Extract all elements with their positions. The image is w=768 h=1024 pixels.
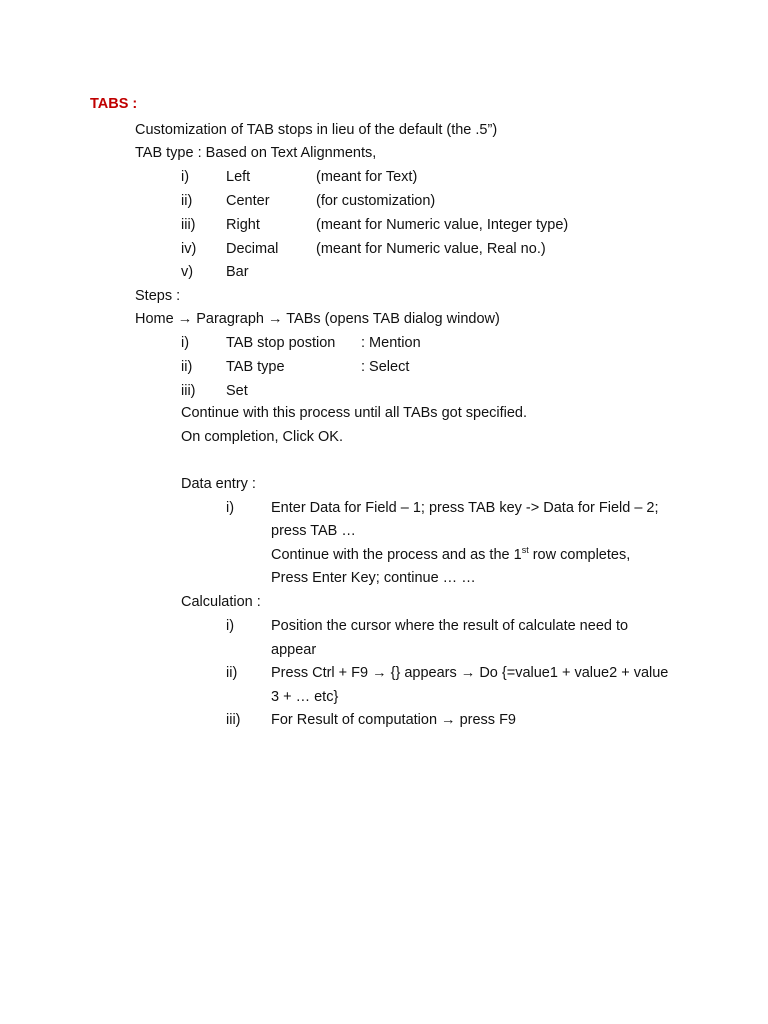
tab-type-number: ii) xyxy=(181,193,193,209)
tab-type-name: Right xyxy=(226,217,260,233)
tab-type-number: i) xyxy=(181,169,190,185)
tab-type-note: (for customization) xyxy=(316,193,436,209)
data-entry-line: Enter Data for Field – 1; press TAB key -> Data for Field – 2; xyxy=(271,500,659,516)
step-name: TAB type xyxy=(226,359,285,375)
data-entry-line: press TAB … xyxy=(271,523,356,539)
section-heading: TABS : xyxy=(90,96,138,112)
continue-line: Continue with this process until all TABs got specified. xyxy=(181,405,528,421)
step-value: : Mention xyxy=(361,335,421,351)
tab-type-number: iii) xyxy=(181,217,196,233)
tab-type-note: (meant for Text) xyxy=(316,169,418,185)
data-entry-text: row completes, xyxy=(528,547,631,563)
step-number: i) xyxy=(181,335,190,351)
ordinal-suffix: st xyxy=(521,545,529,556)
calculation-line: Press Ctrl + F9 → {} appears → Do {=value1 + value2 + value xyxy=(271,665,669,681)
tab-type-note: (meant for Numeric value, Real no.) xyxy=(316,241,546,257)
completion-line: On completion, Click OK. xyxy=(181,429,343,445)
intro-line: Customization of TAB stops in lieu of the default (the .5”) xyxy=(135,122,498,138)
step-name: TAB stop postion xyxy=(226,335,336,351)
step-number: ii) xyxy=(181,359,193,375)
step-name: Set xyxy=(226,383,248,399)
calculation-line: For Result of computation → press F9 xyxy=(271,712,516,728)
data-entry-line: Press Enter Key; continue … … xyxy=(271,570,476,586)
calculation-line: appear xyxy=(271,642,317,658)
data-entry-line xyxy=(271,546,630,564)
steps-label: Steps : xyxy=(135,288,181,304)
step-value: : Select xyxy=(361,359,410,375)
calculation-number: ii) xyxy=(226,665,238,681)
tab-type-note: (meant for Numeric value, Integer type) xyxy=(316,217,569,233)
tab-type-line: TAB type : Based on Text Alignments, xyxy=(135,145,377,161)
calculation-line: Position the cursor where the result of calculate need to xyxy=(271,618,629,634)
tab-type-name: Center xyxy=(226,193,270,209)
tab-type-name: Bar xyxy=(226,264,249,280)
data-entry-number: i) xyxy=(226,500,235,516)
tab-type-name: Left xyxy=(226,169,251,185)
calculation-number: i) xyxy=(226,618,235,634)
tab-type-name: Decimal xyxy=(226,241,279,257)
tab-type-number: iv) xyxy=(181,241,197,257)
tab-type-number: v) xyxy=(181,264,194,280)
data-entry-text: Continue with the process and as the 1 xyxy=(271,547,522,563)
calculation-line: 3 + … etc} xyxy=(271,689,339,705)
step-number: iii) xyxy=(181,383,196,399)
calculation-label: Calculation : xyxy=(181,594,261,610)
menu-path-line: Home → Paragraph → TABs (opens TAB dialog window) xyxy=(135,311,500,327)
data-entry-label: Data entry : xyxy=(181,476,256,492)
calculation-number: iii) xyxy=(226,712,241,728)
